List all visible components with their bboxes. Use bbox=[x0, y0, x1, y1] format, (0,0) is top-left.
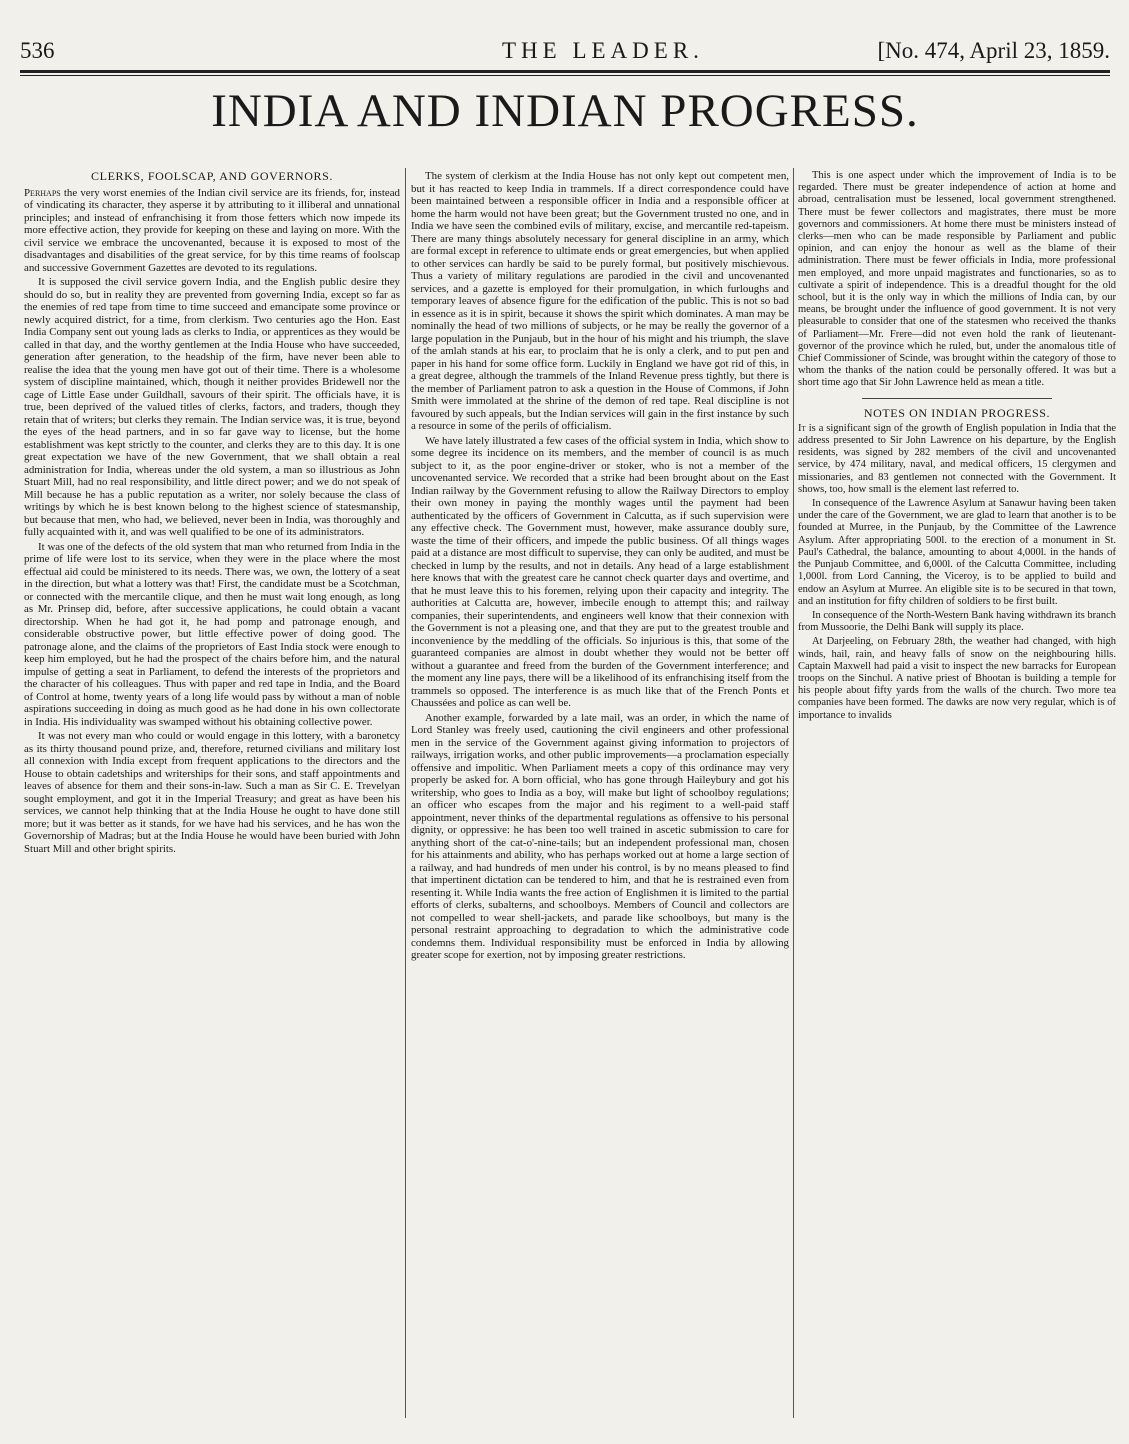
masthead-rule-thin bbox=[20, 75, 1110, 76]
article-paragraph: In consequence of the Lawrence Asylum at Sanawur having been taken under the care of the Government, we are glad to learn that another is to be founded at Murree, in the Punjaub, by the Committee of the Lawrence Asylum. After appropriating 500l. to the erection of a monument in St. Paul's Cathedral, the balance, amounting to about 4,000l. in the hands of the Punjaub Committee, and 6,000l. of the Calcutta Committee, including 1,000l. from Lord Canning, the Viceroy, is to be applied to build and endow an Asylum at Murree. An eligible site is to be secured in that town, and an institution for fifty children of soldiers to be first built. bbox=[798, 498, 1116, 607]
article-paragraph: Perhaps the very worst enemies of the Indian civil service are its friends, for, instead of vindicating its character, they asperse it by attributing to it illiberal and unnational principles; and instead of enfranchising it from those fetters which now impede its more effective action, they provide for keeping on these and laying on more. With the civil service we embrace the uncovenanted, because it is exposed to most of the disadvantages and disabilities of the great service, for by this time reams of foolscap and successive Government Gazettes are devoted to its regulations. bbox=[24, 186, 400, 274]
page-headline: INDIA AND INDIAN PROGRESS. bbox=[211, 85, 919, 137]
article-paragraph: It was not every man who could or would engage in this lottery, with a baronetcy as its thirty thousand pound prize, and, therefore, returned civilians and military lost all connexion with India except from frequent applications to the directors and the House to obtain cadetships and writerships for their sons, and staff appointments and leaves of absence for them and their sons-in-law. Such a man as Sir C. E. Trevelyan sought employment, and got it in the Imperial Treasury; and great as have been his services, we cannot help thinking that at the India House he ought to have done still more; but it was better as it stands, for we have had his services, and he has won the Governorship of Madras; but at the India House he would have been buried with John Stuart Mill and other bright spirits. bbox=[24, 730, 400, 855]
article-paragraph: At Darjeeling, on February 28th, the weather had changed, with high winds, hail, rain, and heavy falls of snow on the neighbouring hills. Captain Maxwell had paid a visit to inspect the new barracks for European troops on the Sinchul. A native priest of Bhootan is building a temple for his people about fifty yards from the walls of the church. Two more tea companies have been formed. The dawks are now very regular, which is of importance to invalids bbox=[798, 636, 1116, 721]
article-paragraph: Another example, forwarded by a late mail, was an order, in which the name of Lord Stanley was freely used, cautioning the civil engineers and other professional men in the service of the Government against giving information to projectors of railways, irrigation works, and other public improvements—a proclamation especially offensive and impolitic. When Parliament meets a copy of this ordinance may very properly be asked for. A born official, who has gone through Haileybury and got his writership, who goes to India as a boy, will make but light of schoolboy regulations; an officer who escapes from the major and his regiment to a well-paid staff appointment, never thinks of the departmental regulations as offensive to his personal dignity, or oppressive: he has been too well trained in ascetic submission to care for anything short of the cat-o'-nine-tails; but an independent professional man, chosen for his attainments and ability, who has perhaps worked out at home a large section of a railway, and had hundreds of men under his control, is by no means pleased to find that impertinent dictation can be tendered to him, and that he is restrained even from resenting it. While India wants the free action of Englishmen it is limited to the partial efforts of clerks, subalterns, and schoolboys. Members of Council and collectors are not compelled to wear shell-jackets, and parade like schoolboys, but many is the personal restraint approaching to degradation to which the administrative code condemns them. Individual responsibility must be enforced in India by allowing greater scope for exertion, not by imposing greater restrictions. bbox=[411, 711, 789, 961]
column-1 bbox=[24, 170, 400, 1418]
page-number: 536 bbox=[20, 38, 55, 63]
article-paragraph: In consequence of the North-Western Bank having withdrawn its branch from Mussoorie, the Delhi Bank will supply its place. bbox=[798, 609, 1116, 634]
article-paragraph: It was one of the defects of the old system that man who returned from India in the prime of life were lost to its service, when they were in the place where the most effectual aid could be ministered to its needs. There was, we own, the lottery of a seat in the direction, but what a lottery was that! First, the candidate must be a Scotchman, or connected with the mercantile clique, and then he must wait long enough, as long as Mr. Prinsep did, before, after successive applications, he could obtain a vacant directorship. When he had got it, he had pomp and patronage enough, and considerable obstructive power, but little effective power of doing good. The patronage alone, and the claims of the proprietors of East India stock were enough to keep him employed, but he had the prospect of the chairs before him, and the natural impulse of getting a seat in Parliament, to defend the interests of the proprietors and the character of his colleagues. Thus with paper and red tape in India, and the Board of Control at home, twenty years of a long life would pass by without a man of noble aspirations succeeding in doing as much good as he had done in his own collectorate in India. His individuality was swamped without his obtaining collective power. bbox=[24, 540, 400, 728]
masthead-rule-thick bbox=[20, 70, 1110, 73]
article-heading: NOTES ON INDIAN PROGRESS. bbox=[863, 405, 1051, 420]
article-paragraph: The system of clerkism at the India House has not only kept out competent men, but it has reacted to keep India in trammels. If a direct correspondence could have been maintained between a responsible officer in India and a responsible officer at home the harm would not have been great; but the Government trusted no one, and in India we have seen the combined evils of military, excise, and mercantile red-tapeism. There are many things absolutely necessary for general discipline in an army, which are formal except in reference to ultimate ends or great emergencies, but when applied to other services can hardly be said to be purely formal, but positively mischievous. Thus a variety of military regulations are parodied in the civil and uncovenanted services, and a gazette is employed for their promulgation, in which furloughs and temporary leaves of absence figure for the edification of the public. This is not so bad in essence as it is in spirit, because it shows the spirit which dominates. A man may be nominally the head of two millions of subjects, or he may be really the governor of a large population in the Punjaub, but in the hour of his might and his triumph, the slave of the amlah stands at his ear, to proclaim that he is only a clerk, and to put pen and paper in his hand for some office form. Luckily in England we have got rid of this, in a great degree, although the trammels of the Inland Revenue press tightly, but there is the member of Parliament patron to ask a question in the House of Commons, if John Smith were immolated at the shrine of the demon of red tape. Real discipline is not favoured by such appeals, but the Indian services will gain in the first instance by such a resource in some of the perils of officialism. bbox=[411, 170, 789, 432]
article-paragraph: This is one aspect under which the improvement of India is to be regarded. There must be greater independence of action at home and abroad, centralisation must be lessened, local government strengthened. There must be fewer collectors and magistrates, there must be more governors and commissioners. At home there must be ministers instead of clerks—men who can be made responsible by Parliament and public opinion, and can enjoy the honour as well as the blame of their administration. There must be fewer officials in India, more professional men employed, and more unpaid magistrates and functionaries, so as to cultivate a spirit of independence. This is a dreadful thought for the old school, but it is the only way in which the millions of India can, by our means, be brought under the influence of good government. It is not very pleasurable to consider that one of the statesmen who received the thanks of Parliament—Mr. Frere—did not even hold the rank of lieutenant-governor of the province which he ruled, but, under the anomalous title of Chief Commissioner of Scinde, was brought within the category of those to whom the thanks of the nation could be personally offered. It was but a short time ago that Sir John Lawrence held as mean a title. bbox=[798, 170, 1116, 389]
section-divider bbox=[862, 398, 1053, 399]
column-divider bbox=[793, 168, 794, 1418]
article-heading: CLERKS, FOOLSCAP, AND GOVERNORS. bbox=[91, 170, 333, 183]
issue-date: [No. 474, April 23, 1859. bbox=[877, 38, 1110, 63]
article-paragraph: It is a significant sign of the growth of English population in India that the address presented to Sir John Lawrence on his departure, by the English residents, was signed by 282 members of the civil and uncovenanted service, by 474 military, naval, and medical officers, 15 clergymen and missionaries, and 83 gentlemen not connected with the Government. It shows, too, how small is the element last referred to. bbox=[798, 422, 1116, 495]
masthead bbox=[20, 38, 1110, 72]
newspaper-title: THE LEADER. bbox=[502, 38, 704, 63]
column-divider bbox=[405, 168, 406, 1418]
article-paragraph: We have lately illustrated a few cases of the official system in India, which show to some degree its incidence on its members, and the member of council is as much subject to it, as the poor engine-driver or stoker, who is not a member of the uncovenanted service. We recorded that a strike had been brought about on the East Indian railway by the Government refusing to allow the Railway Directors to employ their own money in paying the monthly wages until the payment had been authenticated by the officers of Government in Calcutta, as if such supervision were any effective check. The Government must, however, make assurance doubly sure, waste the time of their officers, and impede the public business. Of all things wages paid at a distance are most difficult to supervise, they can only be audited, and must be checked in lump by the results, and not in details. Any head of a large establishment here knows that with the greatest care he cannot check quarter days and overtime, and that he must leave this to his foremen, relying upon their capacity and integrity. The authorities at Calcutta are, however, imbecile enough to attempt this; and railway companies, their superintendents, and engineers well know that their connexion with the Government is not a pleasing one, and that they are put to the greatest trouble and inconvenience by the meddling of the officials. So injurious is this, that some of the guaranteed companies are almost in doubt whether they would not be better off without a guarantee and freed from the burden of the Government interference; and the moment any line pays, there will be a likelihood of its enfranchising itself from the trammels so opposed. The interference is as much like that of the French Ponts et Chaussées and police as can well be. bbox=[411, 434, 789, 709]
column-2 bbox=[411, 170, 789, 1418]
lead-word: Perhaps bbox=[24, 186, 61, 199]
article-paragraph: It is supposed the civil service govern India, and the English public desire they should do so, but in reality they are prevented from governing India, except so far as the enemies of red tape from time to time succeed and emancipate some province or newly acquired district, for a time, from clerkism. Two centuries ago the Hon. East India Company sent out young lads as clerks to India, or apprentices as they would be called in that day, and the worthy gentlemen at the India House who have succeeded, generation after generation, to the headship of the firm, have never been able to realise the idea that the young men have got out of their time. There is a wholesome system of discipline maintained, which, though it neither provides Bridewell nor the cage of Little Ease under Guildhall, savours of their spirit. The officials have, it is true, been deprived of the valued titles of clerks, factors, and traders, though they retain that of writers; but clerks they remain. The Indian service was, it is true, beyond the eyes of the head partners, and in so far gave way to license, but the home establishment was kept strictly to the counter, and clerks they are to this day. It is one great expectation we have of the new Government, that we shall obtain a real administration for India, whereas under the old system, a man so illustrious as John Stuart Mill, had no real responsibility, and little direct power; and we do not speak of Mill because he has a public reputation as a writer, nor solely because the class of writings by which he is best known belong to the highest science of statesmanship, but because that men, who had, we believed, never been in India, was thoroughly and fully acquainted with it, and was well qualified to be one of its administrators. bbox=[24, 276, 400, 538]
lead-word: It bbox=[798, 422, 806, 434]
column-3 bbox=[798, 170, 1116, 1418]
